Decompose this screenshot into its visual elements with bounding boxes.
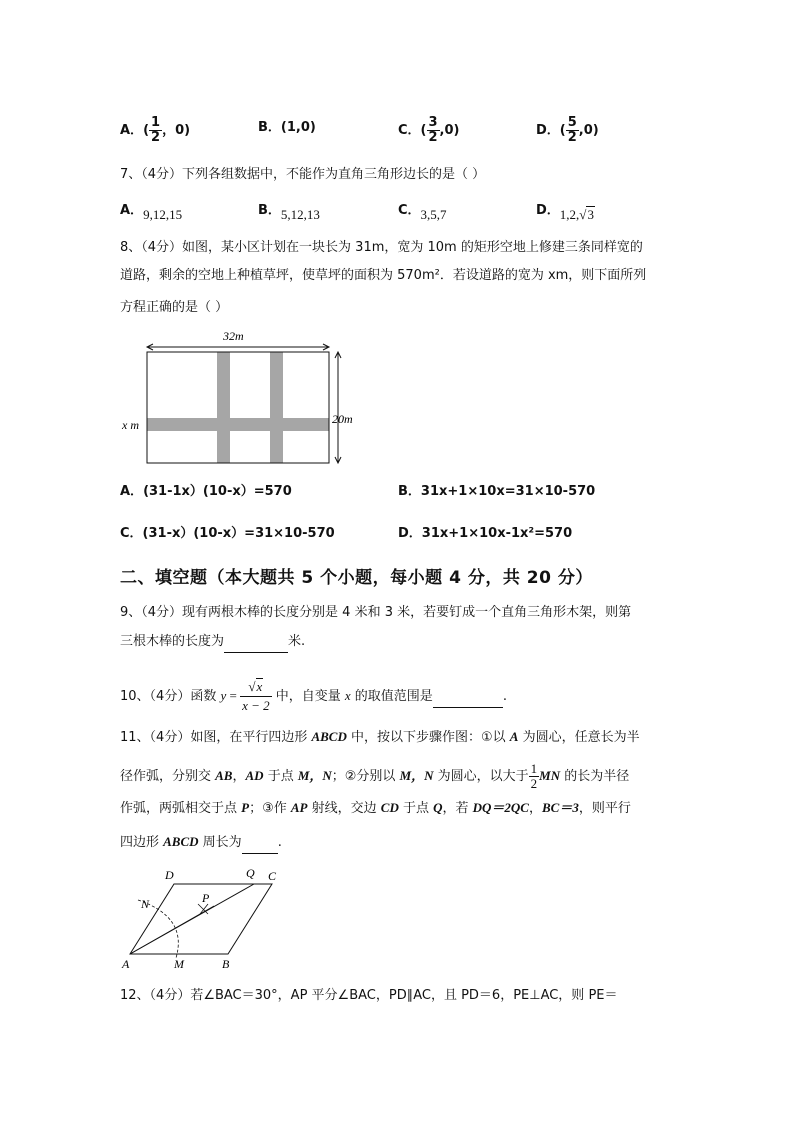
q7-option-a: A．9,12,15 <box>120 203 183 222</box>
q11-label-p: P <box>202 891 210 905</box>
q8-line-1: 8、（4分）如图，某小区计划在一块长为 31m，宽为 10m 的矩形空地上修建三条同样宽的 <box>120 240 643 255</box>
q8-option-d: D．31x+1×10x-1x²=570 <box>398 526 573 541</box>
q9-answer-blank[interactable] <box>224 632 288 653</box>
q9-line-1: 9、（4分）现有两根木棒的长度分别是 4 米和 3 米，若要钉成一个直角三角形木架，则第 <box>120 605 632 620</box>
q8-option-c: C．(31-x）(10-x）=31×10-570 <box>120 526 335 541</box>
q11-label-c: C <box>268 869 277 883</box>
q12-stem: 12、（4分）若∠BAC＝30°，AP 平分∠BAC，PD∥AC，且 PD＝6，PE⊥AC，则 PE＝ <box>120 988 618 1003</box>
q11-line-1: 11、（4分）如图，在平行四边形 ABCD 中，按以下步骤作图：①以 A 为圆心，任意长为半 <box>120 729 640 745</box>
q11-half-fraction: $\frac{1}{2}$ <box>530 761 538 791</box>
q9-line-2: 三根木棒的长度为 米. <box>120 632 305 653</box>
q6-option-b: B．(1,0) <box>258 120 316 135</box>
q10-function-fraction: $\frac{√x}{x - 2}$ <box>242 679 270 713</box>
q11-line-3: 作弧，两弧相交于点 P；③作 AP 射线，交边 CD 于点 Q，若 DQ＝2QC，BC＝3，则平行 <box>120 800 631 816</box>
q11-label-b: B <box>222 957 230 971</box>
q8-line-3: 方程正确的是（ ） <box>120 300 229 315</box>
q10-stem: 10、（4分）函数 y = $\frac{√x}{x - 2}$ 中，自变量 x 的取值范围是 . <box>120 679 507 713</box>
q8-figure <box>118 325 368 475</box>
q11-label-m: M <box>174 957 184 971</box>
q11-line-4: 四边形 ABCD 周长为 . <box>120 832 282 854</box>
q8-rectangle <box>147 352 329 463</box>
q11-figure <box>118 862 288 974</box>
q6-option-c-fraction: $\frac{3}{2}$ <box>428 115 438 145</box>
q8-line-2: 道路，剩余的空地上种植草坪，使草坪的面积为 570m²．若设道路的宽为 xm，则下面所列 <box>120 268 647 283</box>
q11-line-2: 径作弧，分别交 AB，AD 于点 M，N；②分别以 M，N 为圆心，以大于 $\frac{1}{2}$ MN 的长为半径 <box>120 761 630 791</box>
q11-answer-blank[interactable] <box>242 833 278 854</box>
q7-option-c: C．3,5,7 <box>398 203 447 222</box>
q11-label-d: D <box>165 868 174 882</box>
q6-option-a-fraction: $\frac{1}{2}$ <box>151 115 161 145</box>
q7-option-d: D．1,2,√3 <box>536 203 594 222</box>
q6-option-d: D．( $\frac{5}{2}$ ,0) <box>536 115 599 145</box>
q11-label-q: Q <box>246 866 255 880</box>
q6-option-a: A．( $\frac{1}{2}$ ，0) <box>120 115 191 145</box>
q11-parallelogram <box>130 884 272 954</box>
q8-road-vertical-2 <box>270 352 283 463</box>
q8-road-horizontal <box>147 418 329 431</box>
q7-stem: 7、（4分）下列各组数据中，不能作为直角三角形边长的是（ ） <box>120 167 486 182</box>
q8-height-label: 20m <box>332 412 353 426</box>
section-2-title: 二、填空题（本大题共 5 个小题，每小题 4 分，共 20 分） <box>120 568 593 588</box>
q6-option-c: C．( $\frac{3}{2}$ ,0) <box>398 115 460 145</box>
q8-width-label: 32m <box>223 329 244 343</box>
q8-road-vertical-1 <box>217 352 230 463</box>
q8-road-label: x m <box>122 418 139 432</box>
q8-option-b: B．31x+1×10x=31×10-570 <box>398 484 596 499</box>
q7-option-b: B．5,12,13 <box>258 203 320 222</box>
q10-answer-blank[interactable] <box>433 687 503 708</box>
q8-option-a: A．(31-1x）(10-x）=570 <box>120 484 292 499</box>
q11-label-a: A <box>122 957 130 971</box>
q11-label-n: N <box>141 897 150 911</box>
q6-option-d-fraction: $\frac{5}{2}$ <box>567 115 577 145</box>
